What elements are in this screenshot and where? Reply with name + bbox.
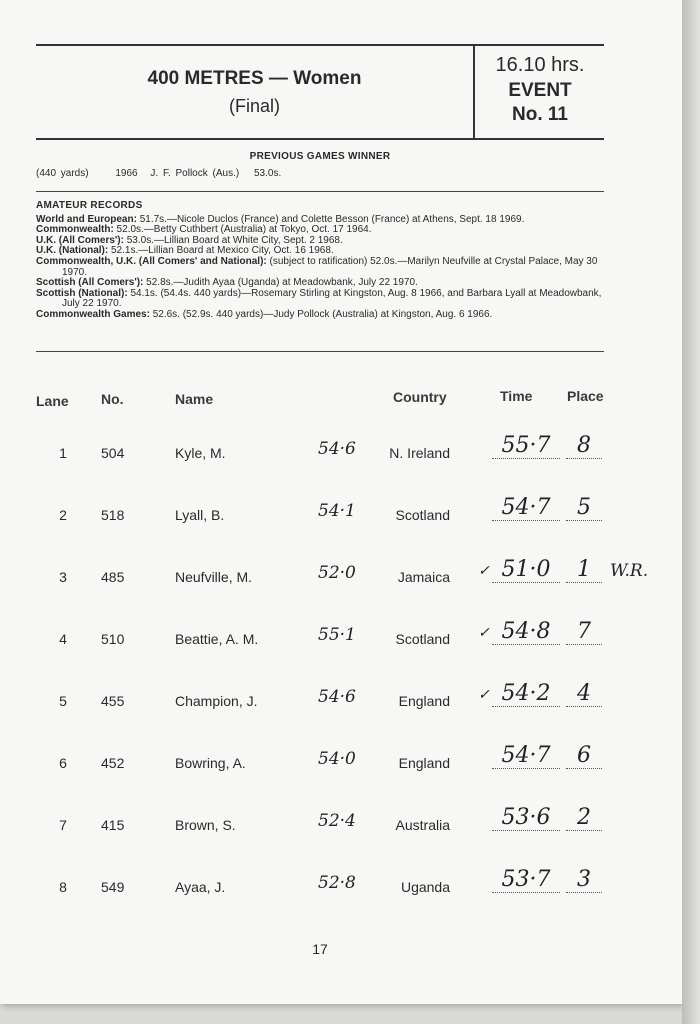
event-number: No. 11 [512, 104, 568, 125]
handwritten-final-time: 55·7 [492, 433, 560, 459]
competitor-name: Champion, J. [175, 693, 258, 709]
handwritten-place: 4 [566, 681, 602, 707]
handwritten-heat-time: 54·0 [318, 749, 356, 769]
competitor-name: Kyle, M. [175, 445, 226, 461]
column-header-name: Name [175, 391, 214, 407]
handwritten-place: 7 [566, 619, 602, 645]
handwritten-final-time: 53·6 [492, 805, 560, 831]
competitor-number: 485 [101, 569, 125, 585]
column-header-place: Place [567, 388, 604, 404]
competitor-number: 549 [101, 879, 125, 895]
record-text: 53.0s.—Lillian Board at White City, Sept. 2 1968. [123, 234, 343, 246]
lane-number: 3 [59, 569, 67, 585]
competitor-name: Lyall, B. [175, 507, 225, 523]
column-header-time: Time [500, 388, 533, 404]
divider-rule [36, 351, 604, 352]
record-text: 51.7s.—Nicole Duclos (France) and Colette Besson (France) at Athens, Sept. 18 1969. [136, 213, 525, 225]
record-label: Scottish (National): [36, 287, 128, 299]
record-label: U.K. (National): [36, 245, 109, 257]
record-label: World and European: [36, 213, 137, 225]
handwritten-heat-time: 54·6 [318, 439, 356, 459]
handwritten-tick: ✓ [478, 563, 490, 579]
table-row [0, 487, 682, 547]
competitor-name: Beattie, A. M. [175, 631, 259, 647]
record-label: Scottish (All Comers'): [36, 277, 144, 289]
previous-winner-distance: (440 yards) [36, 168, 89, 179]
record-label: Commonwealth: [36, 224, 114, 236]
header-divider [473, 46, 475, 138]
competitor-country: Australia [395, 817, 450, 833]
lane-number: 6 [59, 755, 67, 771]
event-time: 16.10 hrs. [495, 54, 585, 76]
competitor-country: England [398, 693, 450, 709]
competitor-number: 455 [101, 693, 125, 709]
record-label: U.K. (All Comers'): [36, 234, 124, 246]
handwritten-heat-time: 55·1 [318, 625, 356, 645]
lane-number: 8 [59, 879, 67, 895]
handwritten-final-time: 54·7 [492, 495, 560, 521]
record-label: Commonwealth Games: [36, 308, 150, 320]
handwritten-place: 5 [566, 495, 602, 521]
competitor-country: Jamaica [397, 569, 450, 585]
lane-number: 2 [59, 507, 67, 523]
record-text: 52.6s. (52.9s. 440 yards)—Judy Pollock (Australia) at Kingston, Aug. 6 1966. [149, 308, 493, 320]
handwritten-place: 3 [566, 867, 602, 893]
table-row [0, 549, 682, 609]
event-title: 400 METRES — Women [147, 68, 362, 89]
competitor-number: 510 [101, 631, 125, 647]
table-row [0, 859, 682, 919]
records-list [36, 215, 604, 321]
record-label: Commonwealth, U.K. (All Comers' and National): [36, 255, 267, 267]
handwritten-final-time: 54·8 [492, 619, 560, 645]
handwritten-note: W.R. [610, 561, 649, 581]
table-row [0, 611, 682, 671]
competitor-country: N. Ireland [389, 445, 450, 461]
divider-rule [36, 191, 604, 192]
lane-number: 4 [59, 631, 67, 647]
record-text: 54.1s. (54.4s. 440 yards)—Rosemary Stirling at Kingston, Aug. 8 1966, and Barbara Lyall at Meadowbank, July 22 1970. [62, 287, 602, 310]
lane-number: 5 [59, 693, 67, 709]
handwritten-place: 1 [566, 557, 602, 583]
records-heading: AMATEUR RECORDS [36, 200, 143, 211]
previous-winner-time: 53.0s. [253, 168, 282, 179]
record-text: 52.0s.—Betty Cuthbert (Australia) at Tokyo, Oct. 17 1964. [113, 224, 372, 236]
event-header [36, 44, 604, 140]
handwritten-heat-time: 52·0 [318, 563, 356, 583]
record-item [36, 310, 604, 321]
handwritten-heat-time: 52·8 [318, 873, 356, 893]
competitor-number: 518 [101, 507, 125, 523]
previous-winner-heading: PREVIOUS GAMES WINNER [249, 151, 391, 162]
previous-winner-year: 1966 [115, 168, 138, 179]
handwritten-heat-time: 54·6 [318, 687, 356, 707]
lane-number: 7 [59, 817, 67, 833]
competitor-name: Bowring, A. [175, 755, 246, 771]
handwritten-final-time: 53·7 [492, 867, 560, 893]
handwritten-heat-time: 52·4 [318, 811, 356, 831]
competitor-name: Ayaa, J. [175, 879, 226, 895]
competitor-number: 452 [101, 755, 125, 771]
lane-number: 1 [59, 445, 67, 461]
previous-winner-name: J. F. Pollock (Aus.) [150, 168, 240, 179]
record-text: 52.1s.—Lillian Board at Mexico City, Oct. 16 1968. [108, 245, 334, 257]
column-header-no: No. [101, 391, 124, 407]
record-item [36, 289, 604, 310]
record-item [36, 257, 604, 278]
handwritten-final-time: 54·7 [492, 743, 560, 769]
handwritten-final-time: 51·0 [492, 557, 560, 583]
event-label: EVENT [508, 80, 572, 101]
handwritten-place: 8 [566, 433, 602, 459]
amateur-records [36, 201, 604, 321]
competitor-country: England [398, 755, 450, 771]
previous-winner-line [36, 168, 303, 179]
table-row [0, 425, 682, 485]
handwritten-tick: ✓ [478, 687, 490, 703]
handwritten-final-time: 54·2 [492, 681, 560, 707]
competitor-country: Uganda [400, 879, 450, 895]
competitor-country: Scotland [395, 507, 450, 523]
page-number: 17 [312, 941, 328, 957]
table-row [0, 797, 682, 857]
competitor-name: Brown, S. [175, 817, 236, 833]
handwritten-place: 2 [566, 805, 602, 831]
competitor-name: Neufville, M. [175, 569, 253, 585]
competitor-number: 415 [101, 817, 125, 833]
table-row [0, 735, 682, 795]
page-edge [682, 0, 700, 1024]
event-subtitle: (Final) [228, 96, 280, 116]
handwritten-place: 6 [566, 743, 602, 769]
column-header-country: Country [393, 389, 447, 405]
record-text: 52.8s.—Judith Ayaa (Uganda) at Meadowbank, July 22 1970. [143, 277, 418, 289]
table-row [0, 673, 682, 733]
competitor-number: 504 [101, 445, 125, 461]
handwritten-heat-time: 54·1 [318, 501, 356, 521]
record-text: (subject to ratification) 52.0s.—Marilyn Neufville at Crystal Palace, May 30 1970. [62, 255, 598, 278]
column-header-lane: Lane [36, 393, 69, 409]
handwritten-tick: ✓ [478, 625, 490, 641]
competitor-country: Scotland [395, 631, 450, 647]
